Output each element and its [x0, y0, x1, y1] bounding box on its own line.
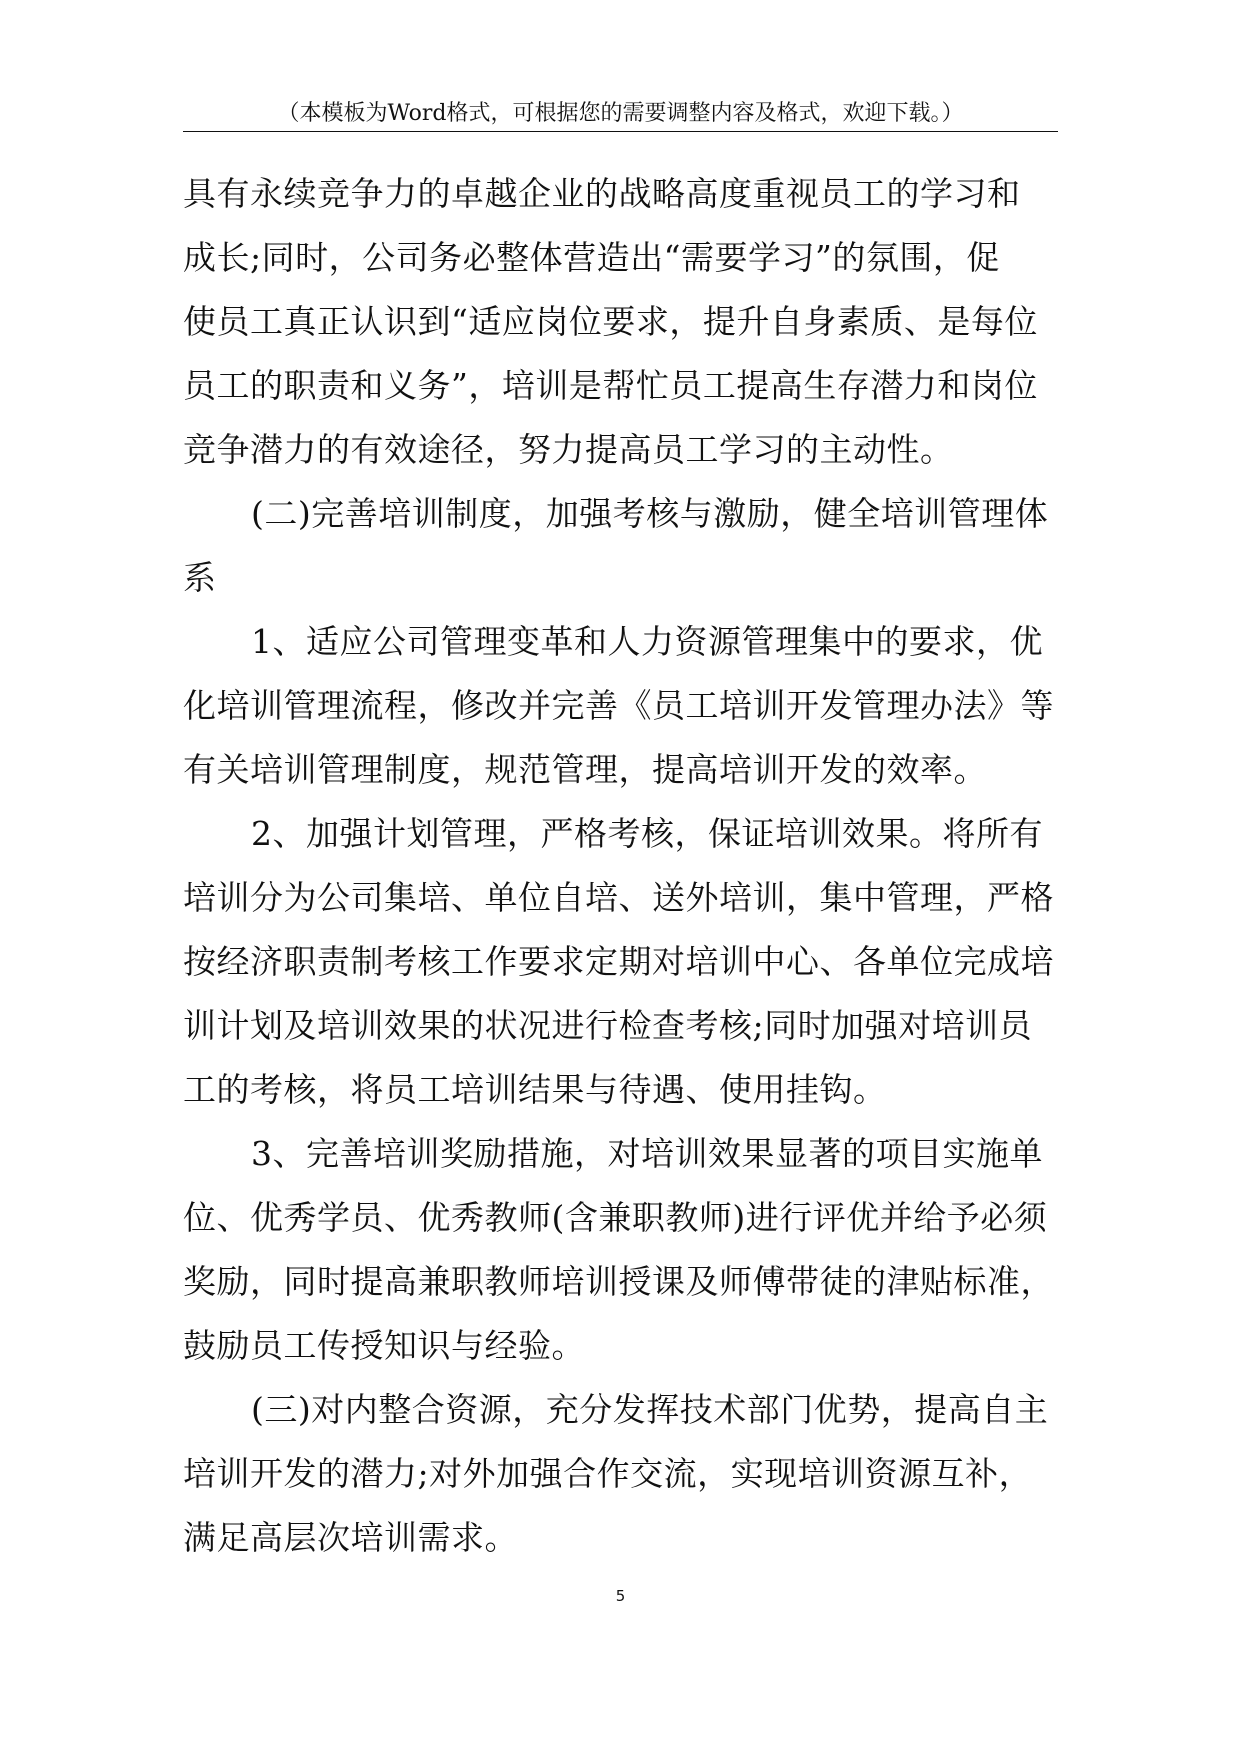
- body-line: 培训分为公司集培、单位自培、送外培训，集中管理，严格: [183, 878, 1054, 917]
- body-line: 具有永续竞争力的卓越企业的战略高度重视员工的学习和: [183, 174, 1021, 213]
- body-line: 训计划及培训效果的状况进行检查考核;同时加强对培训员: [183, 1006, 1033, 1045]
- body-line: 按经济职责制考核工作要求定期对培训中心、各单位完成培: [183, 942, 1054, 981]
- body-line: 2、加强计划管理，严格考核，保证培训效果。将所有: [251, 814, 1043, 853]
- body-line: 竞争潜力的有效途径，努力提高员工学习的主动性。: [183, 430, 954, 469]
- body-line: 有关培训管理制度，规范管理，提高培训开发的效率。: [183, 750, 987, 789]
- body-line: 使员工真正认识到“适应岗位要求，提升自身素质、是每位: [183, 302, 1038, 341]
- section-heading-2: (二)完善培训制度，加强考核与激励，健全培训管理体: [251, 494, 1049, 533]
- body-line: 奖励，同时提高兼职教师培训授课及师傅带徒的津贴标准，: [183, 1262, 1054, 1301]
- page-number: 5: [615, 1587, 626, 1605]
- section-heading-3-cont: 满足高层次培训需求。: [183, 1518, 518, 1557]
- body-line: 鼓励员工传授知识与经验。: [183, 1326, 585, 1365]
- body-line: 员工的职责和义务”，培训是帮忙员工提高生存潜力和岗位: [183, 366, 1038, 405]
- template-notice-header: （本模板为Word格式，可根据您的需要调整内容及格式，欢迎下载。）: [277, 101, 964, 126]
- body-line: 3、完善培训奖励措施，对培训效果显著的项目实施单: [251, 1134, 1043, 1173]
- section-heading-3: (三)对内整合资源，充分发挥技术部门优势，提高自主: [251, 1390, 1049, 1429]
- section-heading-2-cont: 系: [183, 558, 217, 597]
- body-line: 位、优秀学员、优秀教师(含兼职教师)进行评优并给予必须: [183, 1198, 1048, 1237]
- section-heading-3-cont: 培训开发的潜力;对外加强合作交流，实现培训资源互补，: [183, 1454, 1033, 1493]
- body-line: 成长;同时，公司务必整体营造出“需要学习”的氛围，促: [183, 238, 1000, 277]
- body-line: 化培训管理流程，修改并完善《员工培训开发管理办法》等: [183, 686, 1054, 725]
- body-line: 1、适应公司管理变革和人力资源管理集中的要求，优: [251, 622, 1043, 661]
- body-line: 工的考核，将员工培训结果与待遇、使用挂钩。: [183, 1070, 887, 1109]
